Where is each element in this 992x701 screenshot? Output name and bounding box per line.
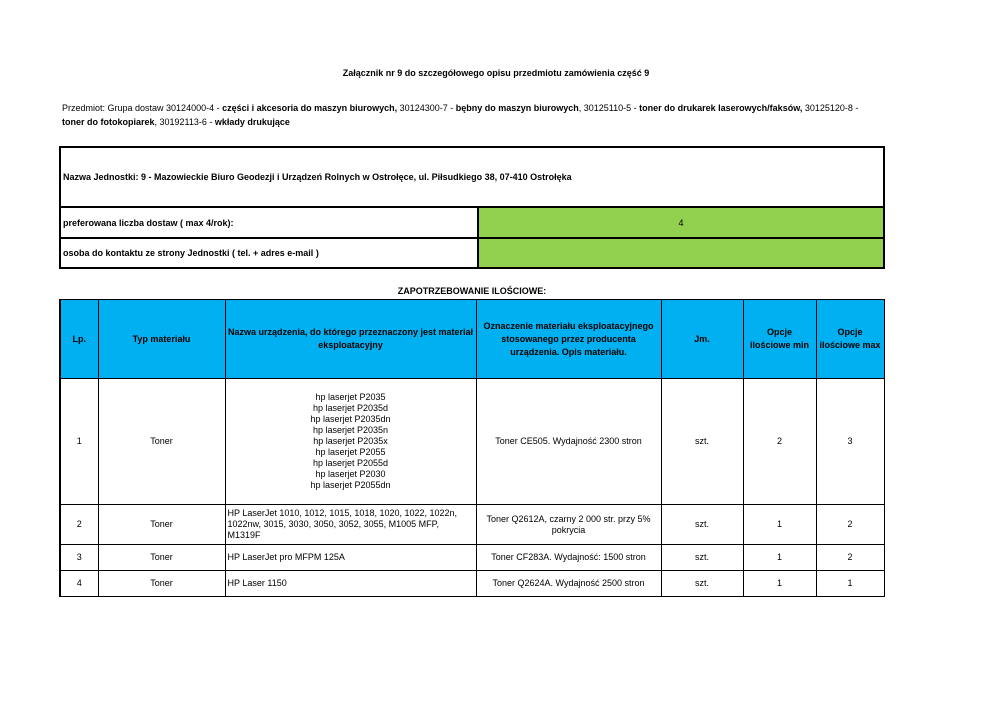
header-device: Nazwa urządzenia, do którego przeznaczony jest materiał eksploatacyjny <box>225 300 476 379</box>
table-row <box>60 545 884 571</box>
device-item: hp laserjet P2035d <box>312 403 389 413</box>
deliveries-label: preferowana liczba dostaw ( max 4/rok): <box>63 217 234 228</box>
header-lp: Lp. <box>60 300 98 379</box>
cell-lp: 2 <box>60 505 98 545</box>
cell-unit: szt. <box>661 571 743 597</box>
subject-part-2: bębny do maszyn biurowych <box>455 103 579 113</box>
cell-designation: Toner Q2612A, czarny 2 000 str. przy 5% pokrycia <box>476 505 661 545</box>
cell-min: 1 <box>743 545 816 571</box>
cell-type: Toner <box>98 545 225 571</box>
subject-code-3: , 30125110-5 - <box>578 103 640 113</box>
device-item: hp laserjet P2055dn <box>310 480 391 490</box>
cell-unit: szt. <box>661 379 743 505</box>
cell-device: HP LaserJet 1010, 1012, 1015, 1018, 1020, 1022, 1022n, 1022nw, 3015, 3030, 3050, 3052, 3055, M1005 MFP, M1319F <box>225 505 476 545</box>
subject-part-3: toner do drukarek laserowych/faksów, <box>639 103 803 113</box>
device-item: hp laserjet P2035dn <box>310 414 391 424</box>
header-min: Opcje ilościowe min <box>743 300 816 379</box>
cell-lp: 1 <box>60 379 98 505</box>
cell-min: 2 <box>743 379 816 505</box>
cell-max: 2 <box>816 505 884 545</box>
device-item: hp laserjet P2055 <box>315 447 386 457</box>
section-title: ZAPOTRZEBOWANIE ILOŚCIOWE: <box>397 286 547 296</box>
unit-name: Nazwa Jednostki: 9 - Mazowieckie Biuro Geodezji i Urządzeń Rolnych w Ostrołęce, ul. Piłsudkiego 38, 07-410 Ostrołęka <box>63 172 572 182</box>
table-header-row <box>60 300 884 379</box>
device-item: hp laserjet P2035n <box>312 425 389 435</box>
table-row <box>60 379 884 505</box>
table-row <box>60 505 884 545</box>
cell-lp: 4 <box>60 571 98 597</box>
subject-part-1: części i akcesoria do maszyn biurowych, <box>222 103 398 113</box>
requirements-table <box>59 299 885 597</box>
subject-code-4: 30125120-8 - <box>802 103 859 113</box>
subject-line <box>62 101 882 129</box>
unit-info-box <box>59 146 885 269</box>
subject-code-2: 30124300-7 - <box>397 103 456 113</box>
subject-part-4: toner do fotokopiarek <box>62 117 155 127</box>
cell-designation: Toner Q2624A. Wydajność 2500 stron <box>476 571 661 597</box>
cell-max: 3 <box>816 379 884 505</box>
cell-max: 2 <box>816 545 884 571</box>
cell-device: HP LaserJet pro MFPM 125A <box>225 545 476 571</box>
cell-type: Toner <box>98 505 225 545</box>
subject-code-5: , 30192113-6 - <box>154 117 215 127</box>
cell-min: 1 <box>743 571 816 597</box>
device-item: hp laserjet P2035x <box>313 436 388 446</box>
cell-lp: 3 <box>60 545 98 571</box>
cell-designation: Toner CE505. Wydajność 2300 stron <box>476 379 661 505</box>
subject-part-5: wkłady drukujące <box>214 117 290 127</box>
cell-type: Toner <box>98 571 225 597</box>
cell-unit: szt. <box>661 545 743 571</box>
cell-type: Toner <box>98 379 225 505</box>
header-designation: Oznaczenie materiału eksploatacyjnego stosowanego przez producenta urządzenia. Opis materiału. <box>476 300 661 379</box>
table-row <box>60 571 884 597</box>
device-item: hp laserjet P2030 <box>315 469 386 479</box>
document-title: Załącznik nr 9 do szczegółowego opisu przedmiotu zamówienia część 9 <box>342 68 650 78</box>
header-unit: Jm. <box>661 300 743 379</box>
cell-device: HP Laser 1150 <box>225 571 476 597</box>
device-item: hp laserjet P2035 <box>315 392 386 402</box>
cell-designation: Toner CF283A. Wydajność: 1500 stron <box>476 545 661 571</box>
cell-max: 1 <box>816 571 884 597</box>
contact-label: osoba do kontaktu ze strony Jednostki ( tel. + adres e-mail ) <box>63 248 319 258</box>
header-max: Opcje ilościowe max <box>816 300 884 379</box>
cell-device-list <box>225 379 476 505</box>
cell-min: 1 <box>743 505 816 545</box>
cell-unit: szt. <box>661 505 743 545</box>
subject-prefix: Przedmiot: Grupa dostaw 30124000-4 - <box>62 103 223 113</box>
device-item: hp laserjet P2055d <box>312 458 389 468</box>
contact-value[interactable] <box>479 239 883 267</box>
deliveries-value[interactable]: 4 <box>479 208 883 237</box>
header-type: Typ materiału <box>98 300 225 379</box>
